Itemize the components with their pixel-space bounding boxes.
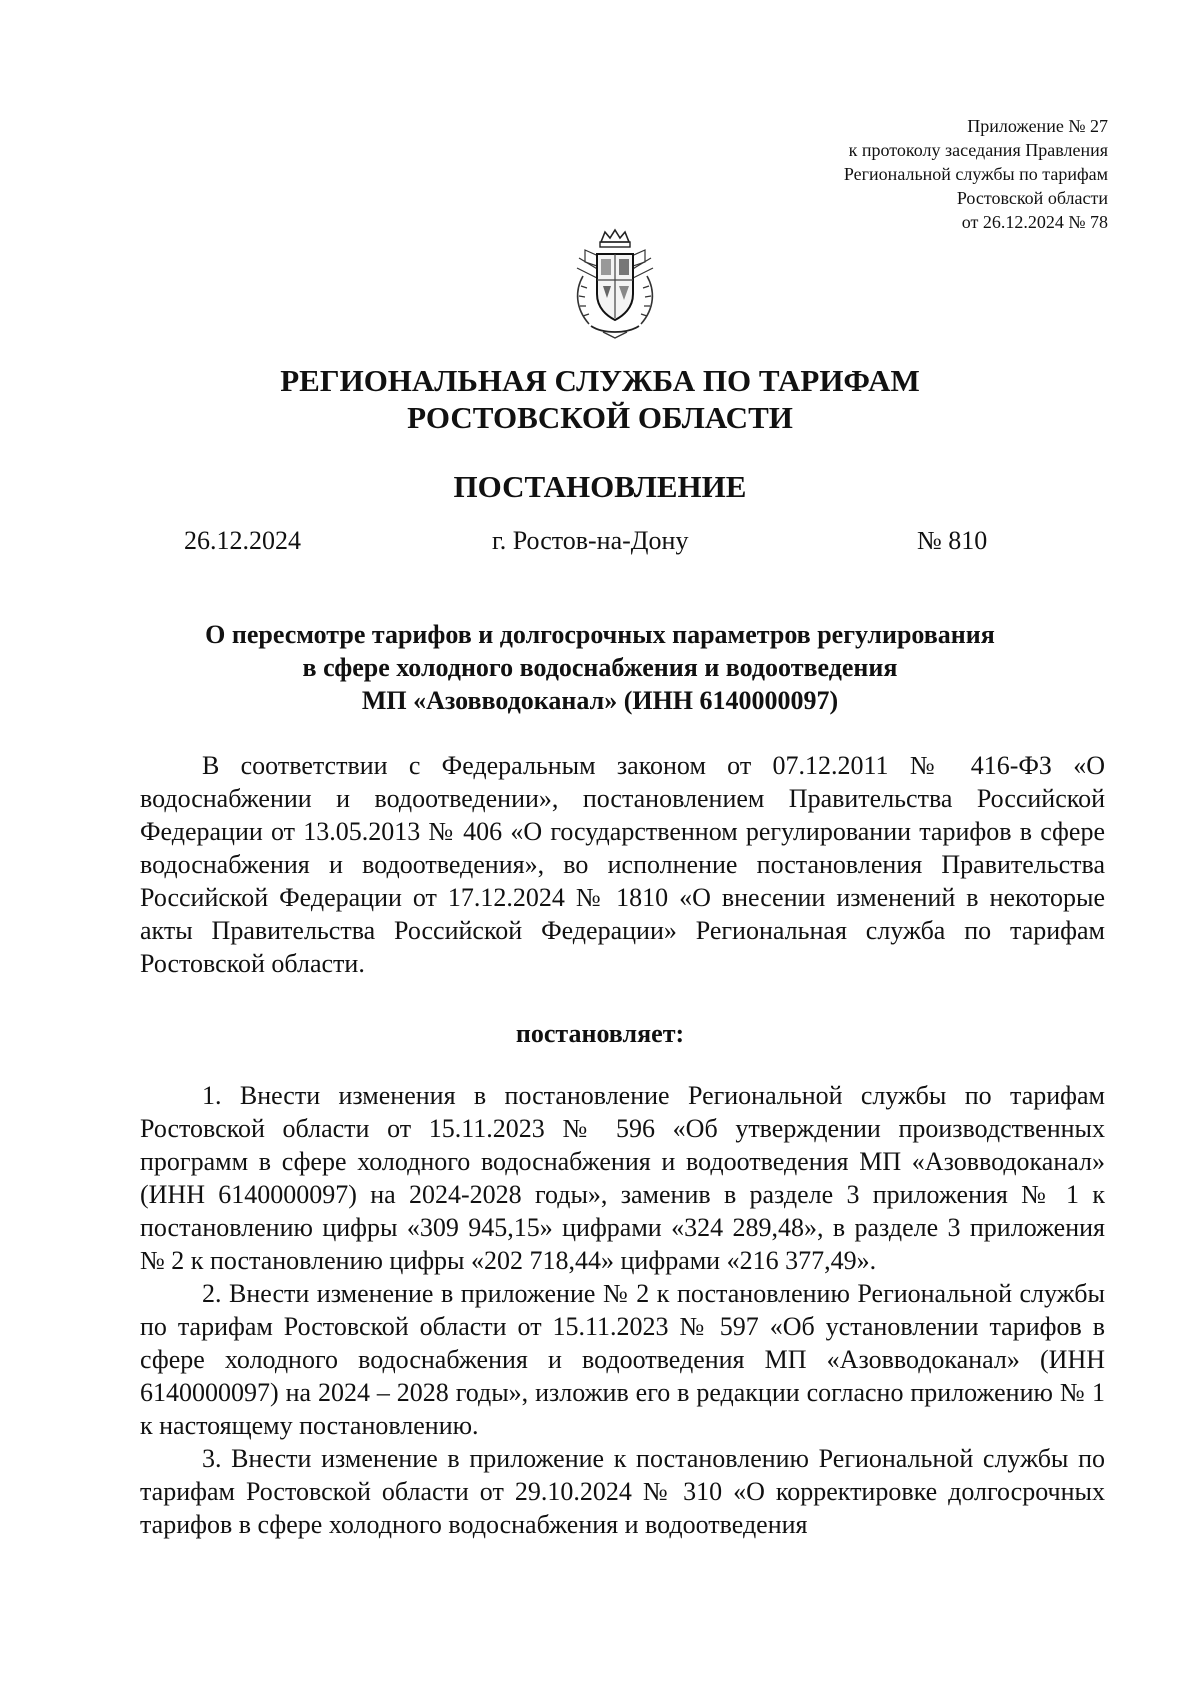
resolution-items <box>140 1079 1105 1541</box>
appendix-line-4: Ростовской области <box>956 188 1108 208</box>
resolve-heading: постановляет: <box>515 1019 685 1048</box>
resolution-item-1: 1. Внести изменения в постановление Региональной службы по тарифам Ростовской области от 15.11.2023 № 596 «Об утверждении производственных программ в сфере холодного водоснабжения и водоотведения МП «Азовводоканал» (ИНН 6140000097) на 2024-2028 годы», заменив в разделе 3 приложения № 1 к постановлению цифры «309 945,15» цифрами «324 289,48», в разделе 3 приложения № 2 к постановлению цифры «202 718,44» цифрами «216 377,49». <box>140 1081 1105 1275</box>
coat-of-arms-icon <box>563 228 667 340</box>
preamble-section <box>140 749 1105 980</box>
appendix-line-2: к протоколу заседания Правления <box>848 140 1108 160</box>
document-type: ПОСТАНОВЛЕНИЕ <box>453 469 747 504</box>
agency-name-line-1: РЕГИОНАЛЬНАЯ СЛУЖБА ПО ТАРИФАМ <box>280 363 920 398</box>
subject-line-3: МП «Азовводоканал» (ИНН 6140000097) <box>361 686 839 715</box>
document-city: г. Ростов-на-Дону <box>492 526 689 555</box>
agency-name-line-2: РОСТОВСКОЙ ОБЛАСТИ <box>407 400 793 435</box>
appendix-line-5: от 26.12.2024 № 78 <box>961 212 1108 232</box>
document-number: № 810 <box>917 526 988 555</box>
appendix-reference <box>688 114 1108 234</box>
agency-name <box>0 362 1200 436</box>
resolution-item-2: 2. Внести изменение в приложение № 2 к постановлению Региональной службы по тарифам Ростовской области от 15.11.2023 № 597 «Об установлении тарифов в сфере холодного водоснабжения и водоотведения МП «Азовводоканал» (ИНН 6140000097) на 2024 – 2028 годы», изложив его в редакции согласно приложению № 1 к настоящему постановлению. <box>140 1279 1105 1440</box>
resolution-item-3: 3. Внести изменение в приложение к постановлению Региональной службы по тарифам Ростовской области от 29.10.2024 № 310 «О корректировке долгосрочных тарифов в сфере холодного водоснабжения и водоотведения <box>140 1444 1105 1539</box>
document-date: 26.12.2024 <box>184 526 301 555</box>
document-subject <box>0 618 1200 717</box>
document-meta-row <box>0 524 1200 558</box>
subject-line-2: в сфере холодного водоснабжения и водоотведения <box>302 653 898 682</box>
appendix-line-3: Региональной службы по тарифам <box>843 164 1108 184</box>
subject-line-1: О пересмотре тарифов и долгосрочных параметров регулирования <box>205 620 995 649</box>
preamble-paragraph: В соответствии с Федеральным законом от 07.12.2011 № 416-ФЗ «О водоснабжении и водоотведении», постановлением Правительства Российской Федерации от 13.05.2013 № 406 «О государственном регулировании тарифов в сфере водоснабжения и водоотведения», во исполнение постановления Правительства Российской Федерации от 17.12.2024 № 1810 «О внесении изменений в некоторые акты Правительства Российской Федерации» Региональная служба по тарифам Ростовской области. <box>140 751 1105 978</box>
appendix-line-1: Приложение № 27 <box>967 116 1108 136</box>
